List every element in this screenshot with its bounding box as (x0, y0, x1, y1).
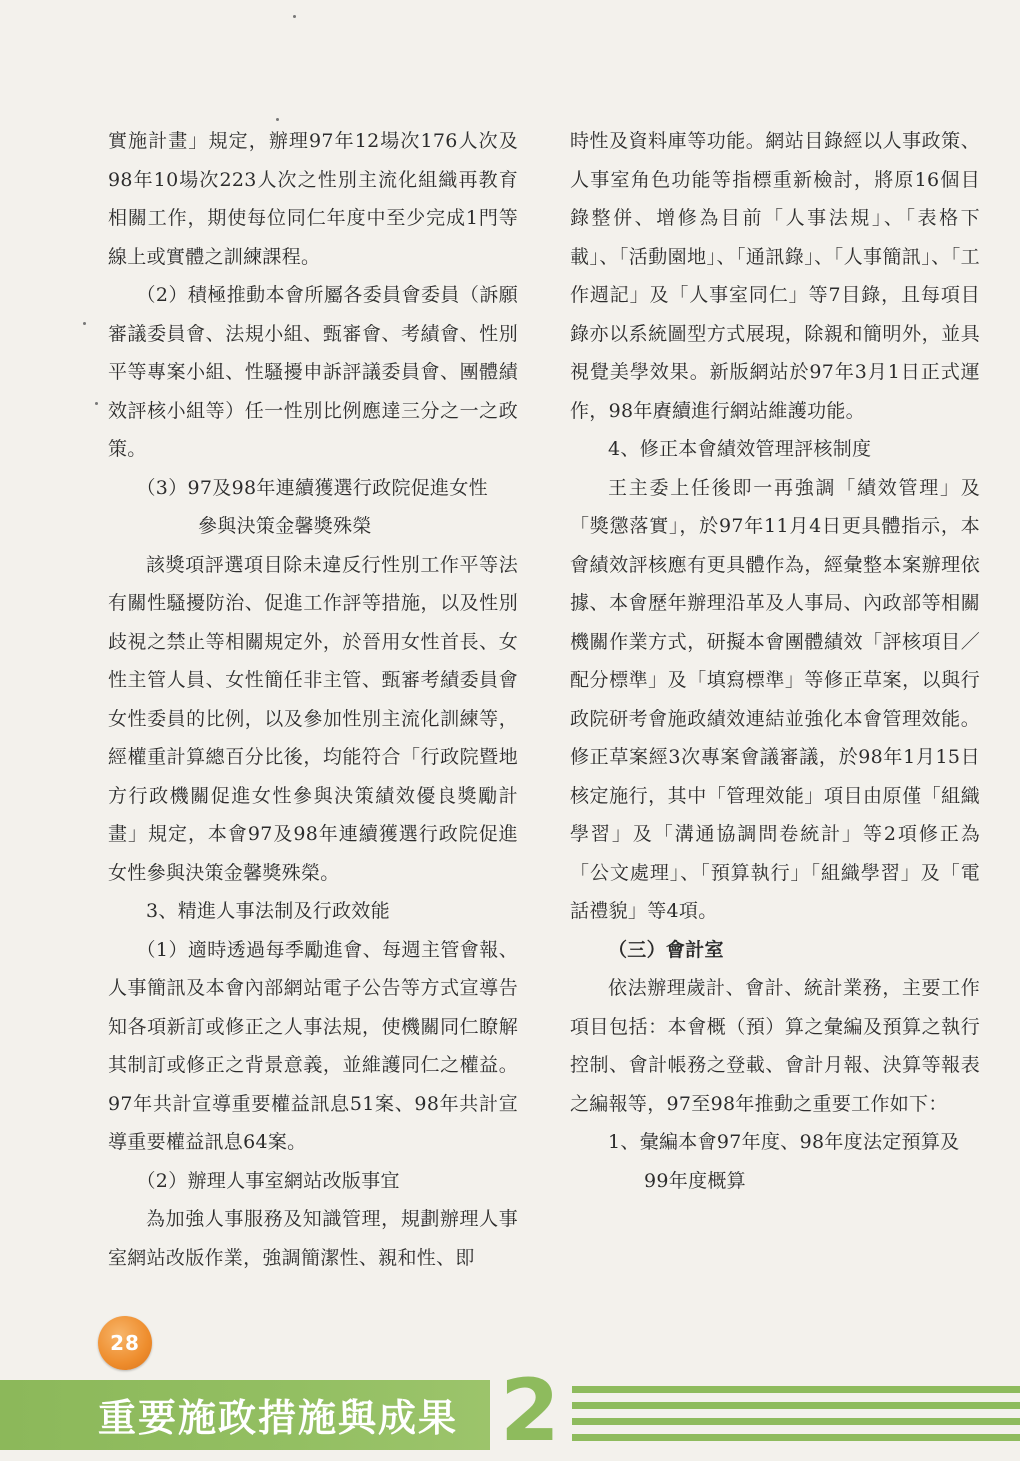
subheading-continued: 參與決策金馨獎殊榮 (198, 515, 372, 537)
scan-speck (83, 322, 86, 325)
page-number: 28 (110, 1331, 140, 1355)
scan-speck (276, 118, 279, 121)
scan-speck (95, 402, 98, 405)
scan-speck (293, 15, 296, 18)
list-item-continued: 99年度概算 (644, 1169, 746, 1192)
section-heading: 4、修正本會績效管理評核制度 (608, 438, 872, 460)
decorative-stripe (572, 1418, 1020, 1425)
decorative-stripe (572, 1434, 1020, 1441)
subheading: （3）97及98年連續獲選行政院促進女性 (136, 476, 488, 499)
list-item: 1、彙編本會97年度、98年度法定預算及 (608, 1131, 960, 1153)
paragraph: 實施計畫」規定，辦理97年12場次176人次及98年10場次223人次之性別主流化組織再教育相關工作，期使每位同仁年度中至少完成1門等線上或實體之訓練課程。 (108, 130, 518, 268)
subheading: （2）辦理人事室網站改版事宜 (136, 1169, 400, 1192)
section-heading: 3、精進人事法制及行政效能 (146, 900, 390, 922)
chapter-number: 2 (500, 1361, 560, 1461)
paragraph: 該獎項評選項目除未違反行性別工作平等法有關性騷擾防治、促進工作評等措施，以及性別歧視之禁止等相關規定外，於晉用女性首長、女性主管人員、女性簡任非主管、甄審考績委員會女性委員的比例，以及參加性別主流化訓練等，經權重計算總百分比後，均能符合「行政院暨地方行政機關促進女性參與決策績效優良獎勵計畫」規定，本會97及98年連續獲選行政院促進女性參與決策金馨獎殊榮。 (108, 553, 518, 884)
paragraph: （1）適時透過每季勵進會、每週主管會報、人事簡訊及本會內部網站電子公告等方式宣導告知各項新訂或修正之人事法規，使機關同仁瞭解其制訂或修正之背景意義，並維護同仁之權益。97年共計宣導重要權益訊息51案、98年共計宣導重要權益訊息64案。 (108, 938, 518, 1153)
paragraph: 為加強人事服務及知識管理，規劃辦理人事室網站改版作業，強調簡潔性、親和性、即 (108, 1208, 518, 1269)
section-title: 重要施政措施與成果 (98, 1395, 459, 1440)
office-heading: （三）會計室 (608, 938, 724, 961)
paragraph: （2）積極推動本會所屬各委員會委員（訴願審議委員會、法規小組、甄審會、考績會、性別平等專案小組、性騷擾申訴評議委員會、團體績效評核小組等）任一性別比例應達三分之一之政策。 (108, 284, 518, 460)
left-text-column (108, 122, 518, 1277)
right-text-column (570, 122, 980, 1200)
page-number-badge (98, 1316, 152, 1370)
decorative-stripe (572, 1386, 1020, 1393)
paragraph: 時性及資料庫等功能。網站目錄經以人事政策、人事室角色功能等指標重新檢討，將原16個目錄整併、增修為目前「人事法規」、「表格下載」、「活動園地」、「通訊錄」、「人事簡訊」、「工作週記」及「人事室同仁」等7目錄，且每項目錄亦以系統圖型方式展現，除親和簡明外，並具視覺美學效果。新版網站於97年3月1日正式運作，98年賡續進行網站維護功能。 (570, 130, 980, 422)
paragraph: 依法辦理歲計、會計、統計業務，主要工作項目包括：本會概（預）算之彙編及預算之執行控制、會計帳務之登載、會計月報、決算等報表之編報等，97至98年推動之重要工作如下： (570, 977, 980, 1115)
decorative-stripe (572, 1402, 1020, 1409)
paragraph: 王主委上任後即一再強調「績效管理」及「獎懲落實」，於97年11月4日更具體指示，本會績效評核應有更具體作為，經彙整本案辦理依據、本會歷年辦理沿革及人事局、內政部等相關機關作業方式，研擬本會團體績效「評核項目／配分標準」及「填寫標準」等修正草案，以與行政院研考會施政績效連結並強化本會管理效能。修正草案經3次專案會議審議，於98年1月15日核定施行，其中「管理效能」項目由原僅「組織學習」及「溝通協調問卷統計」等2項修正為「公文處理」、「預算執行」「組織學習」及「電話禮貌」等4項。 (570, 476, 980, 922)
